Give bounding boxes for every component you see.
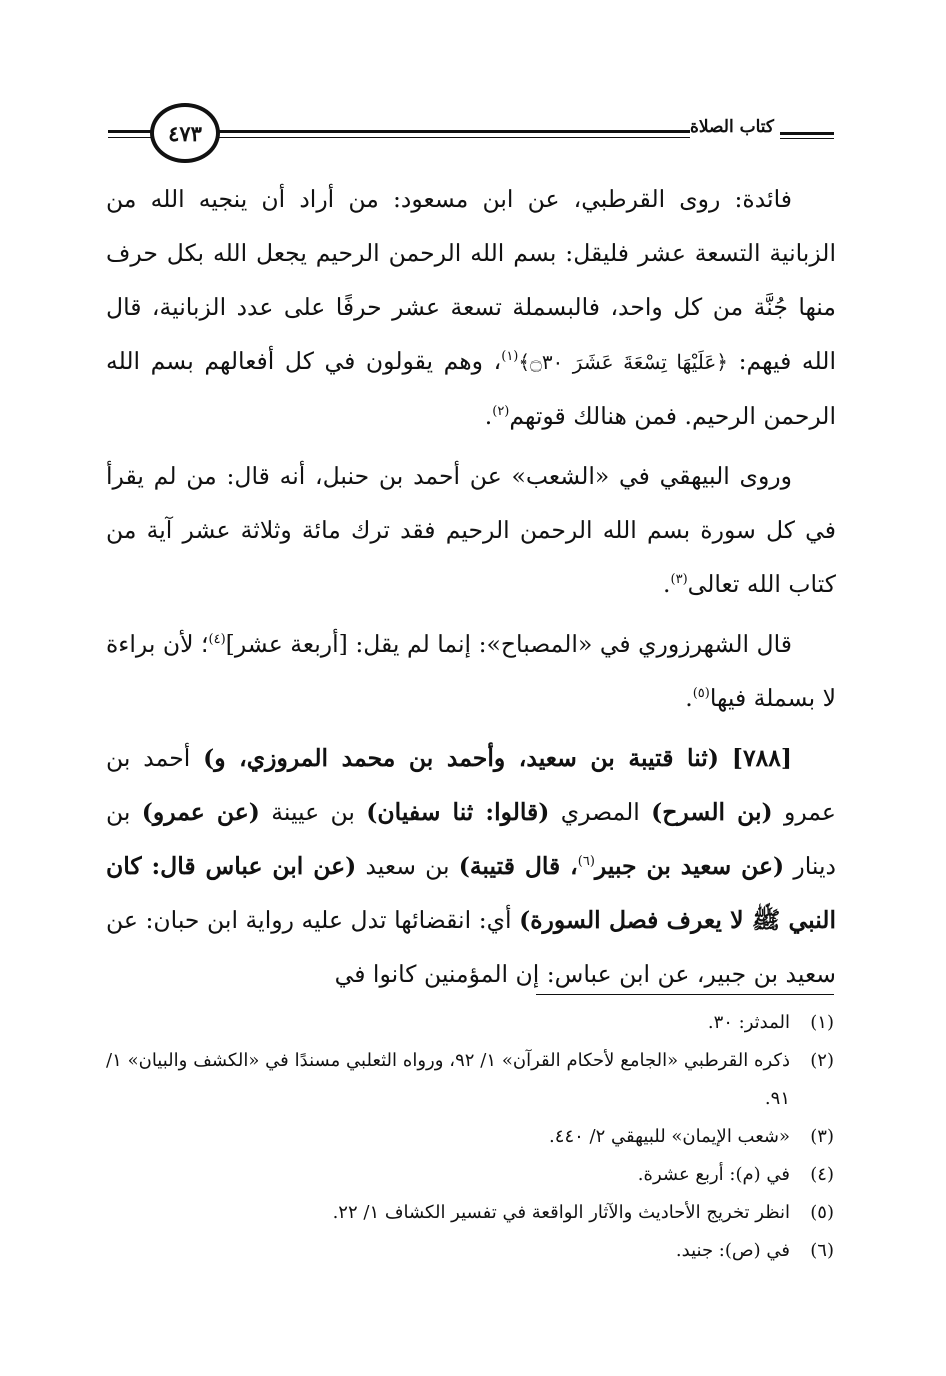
header-rule-main (214, 130, 690, 133)
footnote-number: (٢) (810, 1050, 834, 1071)
paragraph-bayhaqi (106, 449, 836, 611)
footnote-ref-3[interactable]: (٣) (670, 572, 688, 587)
footnote-number: (٥) (810, 1202, 834, 1223)
footnote-6 (106, 1232, 834, 1270)
footnote-3 (106, 1118, 834, 1156)
footnote-text: ذكره القرطبي «الجامع لأحكام القرآن» ١/ ٩٢، ورواه الثعلبي مسندًا في «الكشف والبيان» ١/ ٩١. (106, 1050, 790, 1109)
text: المصري (560, 798, 640, 826)
matn-text: (بن السرح) (651, 798, 773, 826)
header-rule-right-thin (780, 138, 834, 139)
matn-text: (عن عمرو) (141, 798, 260, 826)
hadith-number: [٧٨٨] (731, 744, 792, 772)
footnote-number: (٣) (810, 1126, 834, 1147)
text: ، وهم يقولون في كل أفعالهم بسم الله الرحمن الرحيم. فمن هنالك قوتهم (106, 347, 836, 430)
footnote-ref-6[interactable]: (٦) (577, 854, 595, 869)
footnote-ref-5[interactable]: (٥) (692, 686, 710, 701)
paragraph-hadith-788 (106, 731, 836, 1001)
footnote-4 (106, 1156, 834, 1194)
matn-text: ، قال قتيبة) (458, 852, 578, 880)
quran-verse: ﴿عَلَيْهَا تِسْعَةَ عَشَرَ ۝٣٠﴾ (518, 350, 728, 374)
matn-text: (عن سعيد بن جبير (594, 852, 785, 880)
text: أي: انقضائها تدل عليه رواية ابن حبان: عن سعيد بن جبير، عن ابن عباس: إن المؤمنين كانوا في (106, 906, 836, 988)
matn-text: (قالوا: ثنا سفيان) (366, 798, 550, 826)
footnote-ref-2[interactable]: (٢) (492, 404, 510, 419)
text: قال الشهرزوري في «المصباح»: إنما لم يقل: [أربعة عشر] (225, 630, 792, 658)
text: . (663, 570, 671, 598)
footnotes (106, 1004, 834, 1270)
text: ؛ لأن براءة لا بسملة فيها (106, 630, 836, 712)
text: بن سعيد (365, 852, 450, 880)
footnote-ref-4[interactable]: (٤) (208, 632, 226, 647)
text: وروى البيهقي في «الشعب» عن أحمد بن حنبل، أنه قال: من لم يقرأ في كل سورة بسم الله الرحمن الرحيم فقد ترك مائة وثلاثة عشر آية من كتاب الله تعالى (106, 462, 836, 598)
text: بن دينار (106, 798, 836, 880)
page-number: ٤٧٣ (150, 103, 220, 163)
footnote-5 (106, 1194, 834, 1232)
footnote-separator (536, 994, 834, 995)
footnote-text: «شعب الإيمان» للبيهقي ٢/ ٤٤٠. (549, 1126, 790, 1147)
text: . (484, 402, 493, 430)
header-rule-left (108, 130, 152, 133)
chapter-title: كتاب الصلاة (689, 117, 774, 137)
text: فائدة: روى القرطبي، عن ابن مسعود: من أراد أن ينجيه الله من الزبانية التسعة عشر فليقل: بسم الله الرحمن الرحيم يجعل الله بكل حرف منها جُنَّة من كل واحد، فالبسملة تسعة عشر حرفًا على عدد الزبانية، قال الله فيهم: (106, 185, 836, 375)
matn-text: (ثنا قتيبة بن سعيد، وأحمد بن محمد المروزي، و) (203, 744, 719, 772)
footnote-ref-1[interactable]: (١) (501, 349, 519, 364)
header-rule-left-thin (108, 137, 152, 138)
paragraph-shahrazuri (106, 617, 836, 725)
footnote-number: (١) (810, 1012, 834, 1033)
footnote-1 (106, 1004, 834, 1042)
footnote-text: في (م): أربع عشرة. (637, 1164, 790, 1185)
footnote-text: في (ص): جنيد. (675, 1240, 790, 1261)
text: أحمد بن عمرو (106, 744, 836, 826)
footnote-text: انظر تخريج الأحاديث والآثار الواقعة في تفسير الكشاف ١/ ٢٢. (332, 1202, 790, 1223)
footnote-number: (٤) (810, 1164, 834, 1185)
main-text (106, 172, 836, 1007)
header-rule-main-thin (214, 137, 690, 138)
matn-text: (عن ابن عباس قال: كان النبي ﷺ لا يعرف فصل السورة) (106, 852, 836, 934)
header-rule-right (780, 132, 834, 135)
paragraph-benefit (106, 172, 836, 443)
text: بن عيينة (271, 798, 355, 826)
footnote-2 (106, 1042, 834, 1118)
text: . (685, 684, 693, 712)
footnote-number: (٦) (810, 1240, 834, 1261)
footnote-text: المدثر: ٣٠. (707, 1012, 790, 1033)
